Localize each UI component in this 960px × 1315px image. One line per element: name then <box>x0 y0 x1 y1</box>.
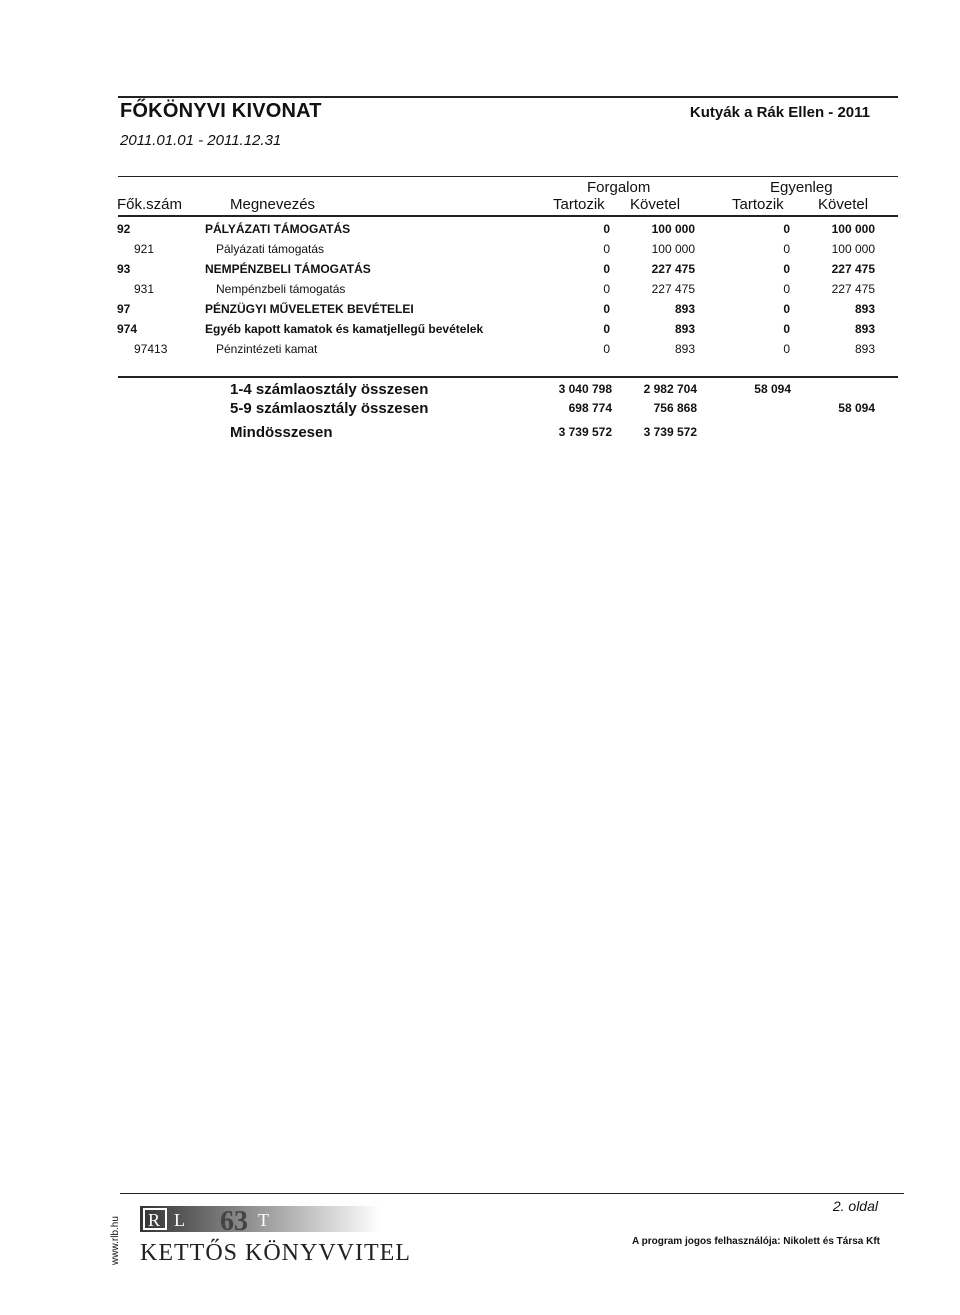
table-row <box>0 302 960 322</box>
account-number: 92 <box>117 222 131 236</box>
balance-debit: 0 <box>783 302 790 316</box>
top-rule <box>118 96 898 98</box>
account-name: Nempénzbeli támogatás <box>216 282 346 296</box>
totals-label: 1-4 számlaosztály összesen <box>230 381 429 398</box>
account-name: PÁLYÁZATI TÁMOGATÁS <box>205 222 351 236</box>
balance-debit: 0 <box>783 342 790 356</box>
turnover-debit: 0 <box>603 342 610 356</box>
account-name: Egyéb kapott kamatok és kamatjellegű bevételek <box>205 322 484 336</box>
account-name: Pályázati támogatás <box>216 242 325 256</box>
page-title: FŐKÖNYVI KIVONAT <box>120 100 322 122</box>
table-row <box>0 262 960 282</box>
svg-text:T: T <box>258 1210 269 1230</box>
table-row <box>0 342 960 362</box>
balance-credit: 58 094 <box>838 401 875 415</box>
page-number: 2. oldal <box>832 1198 878 1214</box>
turnover-credit: 2 982 704 <box>643 382 697 396</box>
col-turnover-header: Forgalom <box>587 179 651 196</box>
totals-rule <box>118 376 898 378</box>
turnover-debit: 0 <box>603 302 610 316</box>
period: 2011.01.01 - 2011.12.31 <box>120 132 282 149</box>
turnover-debit: 3 040 798 <box>558 382 612 396</box>
col-turnover-debit-header: Tartozik <box>553 196 605 213</box>
rlb-logo <box>140 1204 411 1266</box>
account-number: 931 <box>134 282 155 296</box>
account-name: Pénzintézeti kamat <box>216 342 318 356</box>
balance-debit: 0 <box>783 222 790 236</box>
account-number: 974 <box>117 322 138 336</box>
header-rule <box>118 176 898 177</box>
balance-credit: 227 475 <box>831 282 875 296</box>
turnover-credit: 893 <box>674 322 695 336</box>
balance-debit: 0 <box>783 282 790 296</box>
col-balance-debit-header: Tartozik <box>732 196 784 213</box>
turnover-credit: 100 000 <box>651 242 695 256</box>
account-number: 93 <box>117 262 131 276</box>
company-name: Kutyák a Rák Ellen - 2011 <box>689 104 870 121</box>
turnover-debit: 0 <box>603 322 610 336</box>
totals-label: 5-9 számlaosztály összesen <box>230 400 429 417</box>
turnover-credit: 756 868 <box>653 401 697 415</box>
turnover-debit: 3 739 572 <box>558 425 612 439</box>
balance-credit: 227 475 <box>831 262 875 276</box>
table-row <box>0 222 960 242</box>
turnover-debit: 0 <box>603 242 610 256</box>
totals-label: Mindösszesen <box>230 424 333 441</box>
svg-text:R: R <box>148 1210 161 1230</box>
balance-credit: 893 <box>854 302 875 316</box>
turnover-credit: 100 000 <box>651 222 695 236</box>
turnover-debit: 0 <box>603 262 610 276</box>
turnover-credit: 227 475 <box>651 282 695 296</box>
balance-credit: 893 <box>854 342 875 356</box>
col-balance-credit-header: Követel <box>818 196 869 213</box>
account-name: NEMPÉNZBELI TÁMOGATÁS <box>205 262 371 276</box>
balance-credit: 100 000 <box>831 222 875 236</box>
turnover-credit: 893 <box>674 302 695 316</box>
col-name-header: Megnevezés <box>230 196 316 213</box>
balance-credit: 100 000 <box>831 242 875 256</box>
col-account-header: Fők.szám <box>117 196 183 213</box>
svg-text:63: 63 <box>220 1206 248 1237</box>
turnover-credit: 893 <box>674 342 695 356</box>
balance-debit: 0 <box>783 242 790 256</box>
website-url: www.rlb.hu <box>110 1216 121 1265</box>
totals-row <box>0 400 960 422</box>
account-name: PÉNZÜGYI MŰVELETEK BEVÉTELEI <box>205 302 414 316</box>
account-number: 921 <box>134 242 155 256</box>
account-number: 97413 <box>134 342 168 356</box>
col-turnover-credit-header: Követel <box>630 196 681 213</box>
balance-debit: 0 <box>783 322 790 336</box>
turnover-debit: 0 <box>603 222 610 236</box>
col-balance-header: Egyenleg <box>770 179 833 196</box>
balance-debit: 0 <box>783 262 790 276</box>
turnover-debit: 0 <box>603 282 610 296</box>
turnover-credit: 3 739 572 <box>643 425 697 439</box>
table-row <box>0 242 960 262</box>
turnover-credit: 227 475 <box>651 262 695 276</box>
totals-row <box>0 424 960 446</box>
balance-credit: 893 <box>854 322 875 336</box>
licensed-user: A program jogos felhasználója: Nikolett és Társa Kft <box>631 1236 880 1247</box>
svg-text:L: L <box>174 1210 185 1230</box>
account-number: 97 <box>117 302 131 316</box>
table-row <box>0 322 960 342</box>
turnover-debit: 698 774 <box>568 401 612 415</box>
footer-rule <box>120 1193 904 1194</box>
column-header-rule <box>118 215 898 217</box>
svg-text:KETTŐS KÖNYVVITEL: KETTŐS KÖNYVVITEL <box>140 1240 411 1266</box>
table-row <box>0 282 960 302</box>
balance-debit: 58 094 <box>754 382 791 396</box>
